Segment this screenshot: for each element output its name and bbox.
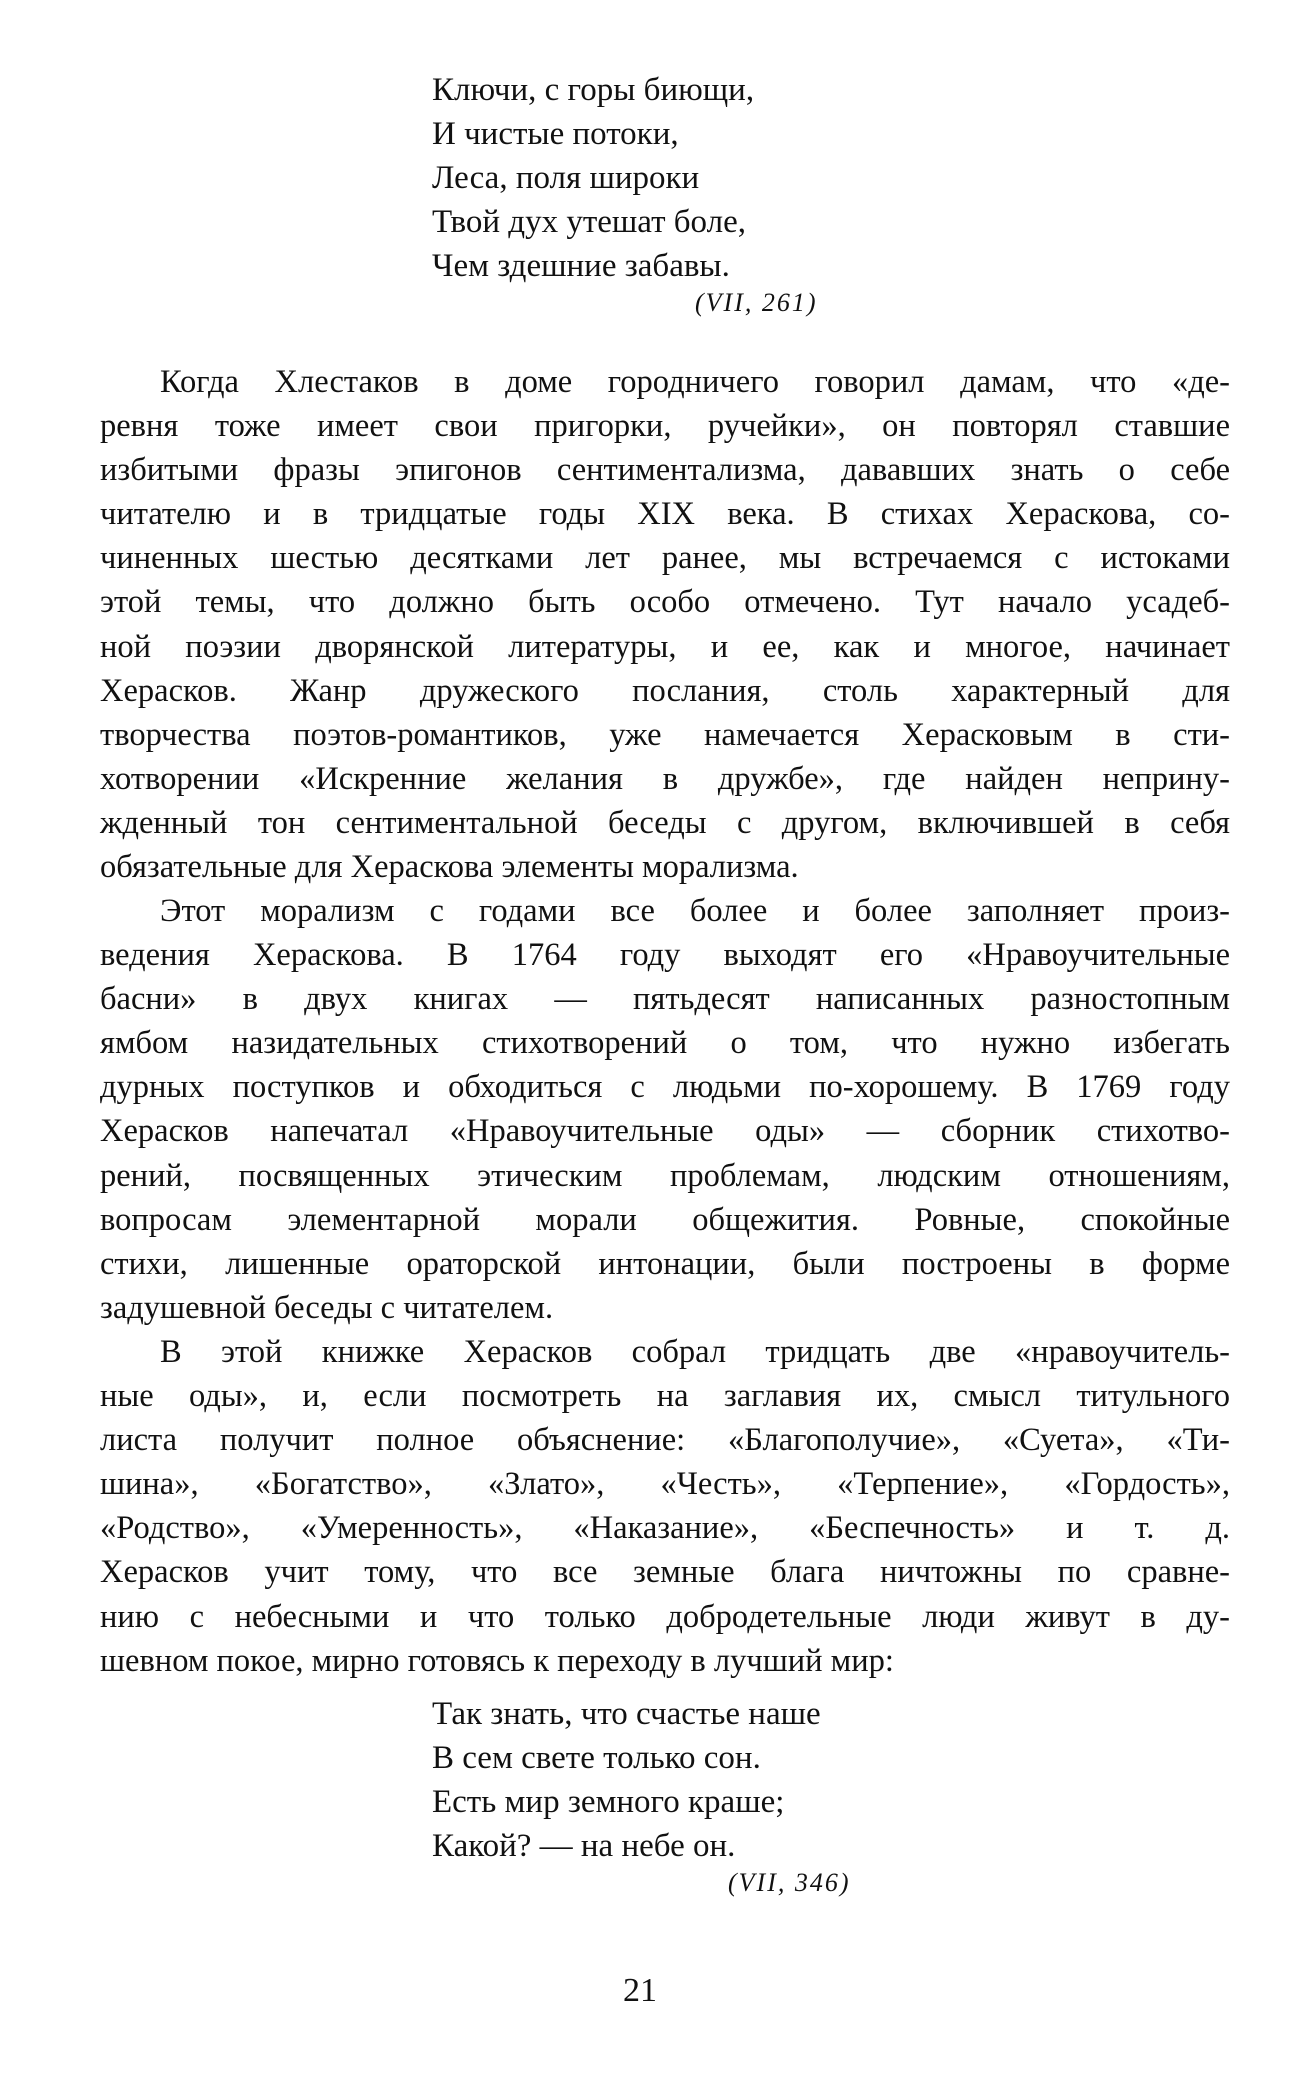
verse-line: Какой? — на небе он.	[432, 1828, 736, 1864]
verse-line: Есть мир земного краше;	[432, 1784, 785, 1820]
verse-line: И чистые потоки,	[432, 116, 679, 152]
verse-line: Твой дух утешат боле,	[432, 204, 746, 240]
text-line: ной поэзии дворянской литературы, и ее, как и многое, начинает	[100, 628, 1230, 665]
text-line: ямбом назидательных стихотворений о том, что нужно избегать	[100, 1025, 1230, 1062]
verse-quote-2	[432, 1692, 821, 1868]
text-line: ведения Хераскова. В 1764 году выходят его «Нравоучительные	[100, 937, 1230, 974]
text-line: чиненных шестью десятками лет ранее, мы встречаемся с истоками	[100, 540, 1230, 577]
text-line: жденный тон сентиментальной беседы с другом, включившей в себя	[100, 804, 1230, 841]
text-line: ревня тоже имеет свои пригорки, ручейки», он повторял ставшие	[100, 408, 1230, 445]
text-line: «Родство», «Умеренность», «Наказание», «Беспечность» и т. д.	[100, 1510, 1230, 1547]
verse-line: Чем здешние забавы.	[432, 248, 730, 284]
text-line: задушевной беседы с читателем.	[100, 1289, 554, 1326]
text-line: обязательные для Хераскова элементы морализма.	[100, 849, 799, 886]
text-line: басни» в двух книгах — пятьдесят написанных разностопным	[100, 981, 1230, 1018]
verse-quote-1	[432, 68, 754, 288]
text-line: Этот морализм с годами все более и более заполняет произ-	[160, 893, 1230, 929]
text-line: нию с небесными и что только добродетельные люди живут в ду-	[100, 1598, 1230, 1635]
text-line: избитыми фразы эпигонов сентиментализма, дававших знать о себе	[100, 452, 1230, 489]
verse-citation-2: (VII, 346)	[728, 1868, 851, 1897]
text-line: рений, посвященных этическим проблемам, людским отношениям,	[100, 1157, 1230, 1194]
verse-line: Так знать, что счастье наше	[432, 1696, 821, 1732]
text-line: хотворении «Искренние желания в дружбе», где найден неприну-	[100, 760, 1230, 797]
text-line: Херасков. Жанр дружеского послания, столь характерный для	[100, 672, 1230, 709]
paragraph-1	[100, 360, 1230, 889]
text-line: Херасков напечатал «Нравоучительные оды» — сборник стихотво-	[100, 1113, 1230, 1150]
text-line: шина», «Богатство», «Злато», «Честь», «Терпение», «Гордость»,	[100, 1466, 1230, 1503]
text-line: читателю и в тридцатые годы XIX века. В стихах Хераскова, со-	[100, 496, 1230, 533]
verse-citation-1: (VII, 261)	[695, 288, 818, 317]
text-line: В этой книжке Херасков собрал тридцать две «нравоучитель-	[160, 1334, 1230, 1370]
verse-line: Леса, поля широки	[432, 160, 700, 196]
text-line: творчества поэтов-романтиков, уже намечается Херасковым в сти-	[100, 716, 1230, 753]
page-number: 21	[623, 1972, 657, 2009]
verse-line: В сем свете только сон.	[432, 1740, 761, 1776]
text-line: Херасков учит тому, что все земные блага ничтожны по сравне-	[100, 1554, 1230, 1591]
paragraph-2	[100, 889, 1230, 1330]
text-line: стихи, лишенные ораторской интонации, были построены в форме	[100, 1245, 1230, 1282]
text-line: листа получит полное объяснение: «Благополучие», «Суета», «Ти-	[100, 1422, 1230, 1459]
text-line: Когда Хлестаков в доме городничего говорил дамам, что «де-	[160, 364, 1230, 400]
text-line: этой темы, что должно быть особо отмечено. Тут начало усадеб-	[100, 584, 1230, 621]
text-line: ные оды», и, если посмотреть на заглавия их, смысл титульного	[100, 1378, 1230, 1415]
text-line: шевном покое, мирно готовясь к переходу в лучший мир:	[100, 1642, 894, 1679]
paragraph-3	[100, 1330, 1230, 1683]
text-line: дурных поступков и обходиться с людьми по-хорошему. В 1769 году	[100, 1069, 1230, 1106]
verse-line: Ключи, с горы биющи,	[432, 72, 755, 108]
text-line: вопросам элементарной морали общежития. Ровные, спокойные	[100, 1201, 1230, 1238]
